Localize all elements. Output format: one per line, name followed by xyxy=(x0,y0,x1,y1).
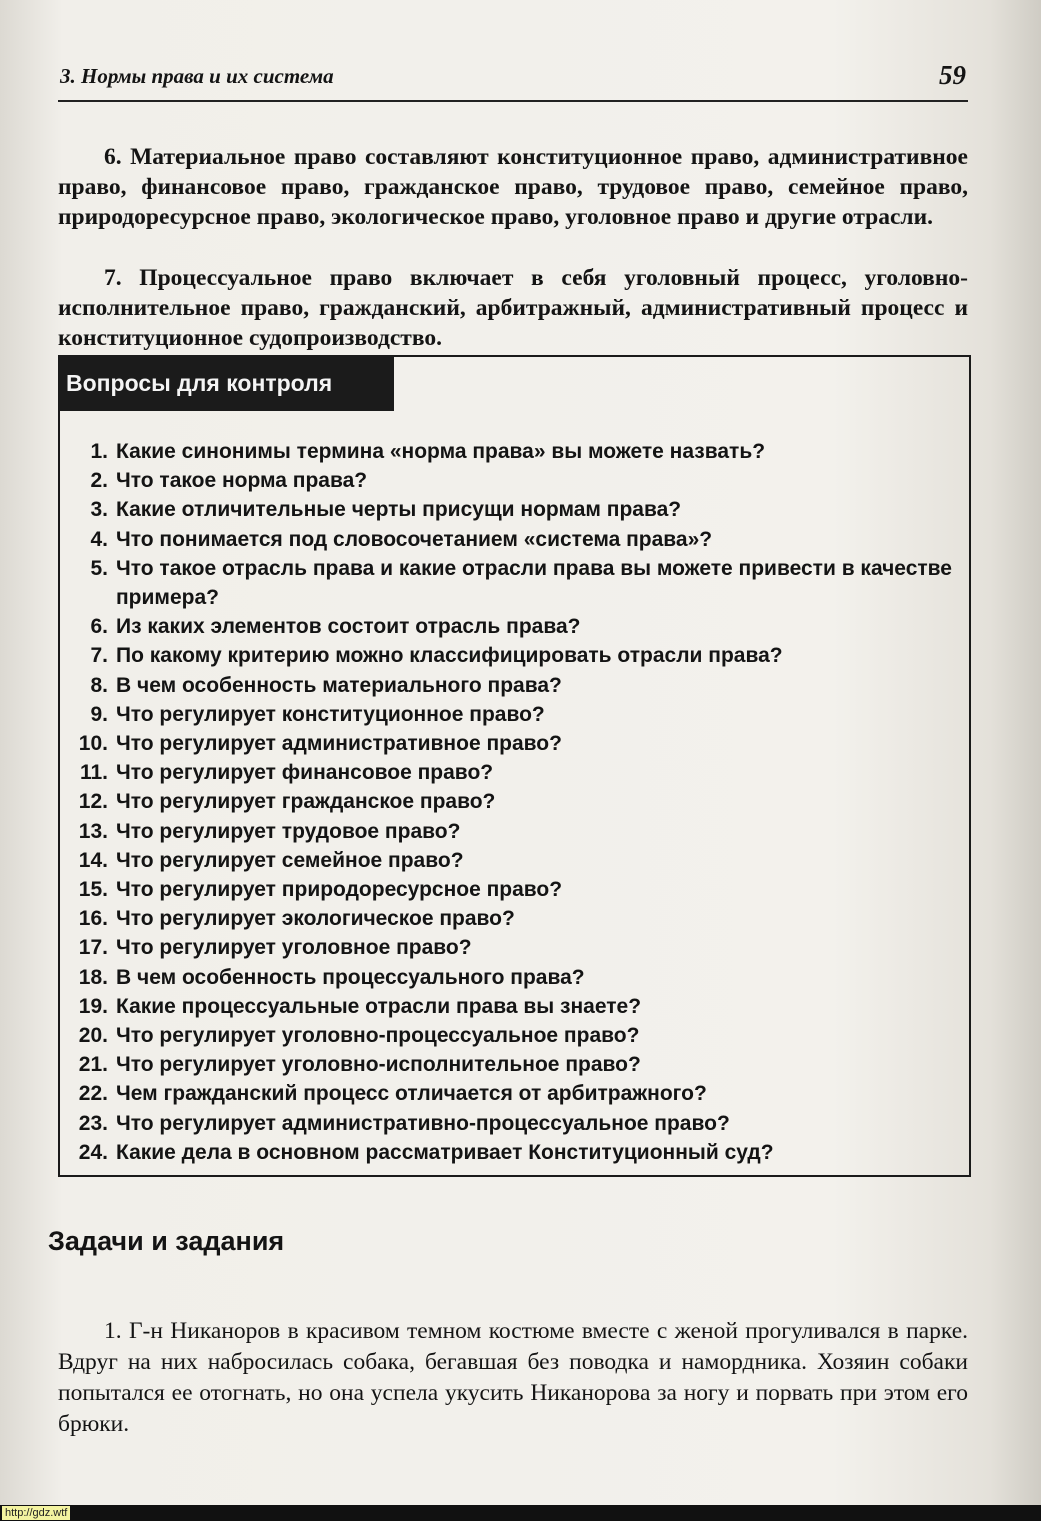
question-text: Что регулирует уголовно-исполнительное право? xyxy=(116,1053,641,1077)
question-text: Что регулирует природоресурсное право? xyxy=(116,878,563,902)
question-number: 20. xyxy=(78,1024,108,1048)
question-number: 1. xyxy=(90,440,108,463)
source-link[interactable]: http://gdz.wtf xyxy=(2,1506,70,1520)
question-text: Какие отличительные черты присущи нормам права? xyxy=(116,498,682,522)
question-text: Что регулирует уголовно-процессуальное право? xyxy=(116,1024,640,1048)
question-number: 5. xyxy=(90,556,108,580)
question-item xyxy=(68,671,963,700)
question-item xyxy=(68,554,963,612)
task-1-text: 1. Г-н Никаноров в красивом темном костюме вместе с женой прогуливался в парке. Вдруг на них набросилась собака, бегавшая без поводка и намордника. Хозяин собаки попытался ее отогнать, но она успела укусить Никанорова за ногу и порвать при этом его брюки. xyxy=(58,1317,968,1437)
question-number: 13. xyxy=(78,819,108,843)
question-item xyxy=(68,1079,963,1108)
question-item xyxy=(68,787,963,816)
question-number: 6. xyxy=(90,615,108,639)
question-item xyxy=(68,700,963,729)
question-item xyxy=(68,729,963,758)
question-number: 2. xyxy=(90,469,108,493)
question-text: Что понимается под словосочетанием «система права»? xyxy=(116,527,713,551)
question-number: 7. xyxy=(90,644,108,668)
question-item xyxy=(68,495,963,524)
question-item xyxy=(68,992,963,1021)
question-number: 18. xyxy=(78,965,108,989)
question-text: Что регулирует конституционное право? xyxy=(116,702,545,726)
question-text: Какие синонимы термина «норма права» вы можете назвать? xyxy=(116,440,766,463)
running-header xyxy=(58,60,968,102)
question-text: Что такое отрасль права и какие отрасли права вы можете привести в качестве примера? xyxy=(116,556,952,610)
question-item xyxy=(68,1050,963,1079)
question-number: 3. xyxy=(90,498,108,522)
question-text: По какому критерию можно классифицировать отрасли права? xyxy=(116,644,783,668)
chapter-title: 3. Нормы права и их система xyxy=(60,64,334,88)
question-number: 22. xyxy=(78,1082,108,1106)
question-text: Что такое норма права? xyxy=(116,469,368,493)
control-questions-title: Вопросы для контроля xyxy=(58,355,394,411)
question-text: Что регулирует административное право? xyxy=(116,732,562,756)
question-item xyxy=(68,846,963,875)
question-number: 4. xyxy=(90,527,108,551)
question-text: Что регулирует экологическое право? xyxy=(116,907,515,931)
question-number: 16. xyxy=(78,907,108,931)
question-text: Что регулирует гражданское право? xyxy=(116,790,496,814)
tasks-heading: Задачи и задания xyxy=(48,1226,285,1256)
question-text: Из каких элементов состоит отрасль права? xyxy=(116,615,581,639)
question-number: 11. xyxy=(79,761,108,785)
paragraph-material-law: 6. Материальное право составляют конституционное право, административное право, финансовое право, гражданское право, трудовое право, семейное право, природоресурсное право, экологическое право, уголовное право и другие отрасли. xyxy=(58,143,968,230)
control-questions-list xyxy=(68,437,963,1167)
question-text: Что регулирует уголовное право? xyxy=(116,936,472,960)
question-number: 9. xyxy=(90,702,108,726)
page-number: 59 xyxy=(939,60,966,90)
question-item xyxy=(68,612,963,641)
question-text: Какие процессуальные отрасли права вы знаете? xyxy=(116,994,642,1018)
question-number: 24. xyxy=(78,1140,108,1164)
footer-bar xyxy=(0,1505,1041,1521)
question-number: 8. xyxy=(90,673,108,697)
question-item xyxy=(68,758,963,787)
question-item xyxy=(68,817,963,846)
question-item xyxy=(68,1109,963,1138)
question-item xyxy=(68,1138,963,1167)
question-text: Что регулирует семейное право? xyxy=(116,848,464,872)
question-number: 21. xyxy=(78,1053,108,1077)
question-number: 17. xyxy=(78,936,108,960)
question-text: Что регулирует трудовое право? xyxy=(116,819,461,843)
question-text: Какие дела в основном рассматривает Конституционный суд? xyxy=(116,1140,774,1164)
question-text: Чем гражданский процесс отличается от арбитражного? xyxy=(116,1082,707,1106)
question-item xyxy=(68,437,963,466)
paragraph-procedural-law: 7. Процессуальное право включает в себя уголовный процесс, уголовно-исполнительное право, гражданский, арбитражный, административный процесс и конституционное судопроизводство. xyxy=(58,264,968,351)
question-item xyxy=(68,1021,963,1050)
question-item xyxy=(68,466,963,495)
question-number: 23. xyxy=(78,1111,108,1135)
question-item xyxy=(68,933,963,962)
question-item xyxy=(68,875,963,904)
question-number: 12. xyxy=(78,790,108,814)
control-questions-box xyxy=(58,355,971,1177)
question-number: 14. xyxy=(78,848,108,872)
question-number: 15. xyxy=(78,878,108,902)
question-item xyxy=(68,904,963,933)
question-item xyxy=(68,963,963,992)
question-item xyxy=(68,641,963,670)
question-text: В чем особенность материального права? xyxy=(116,673,562,697)
question-number: 19. xyxy=(78,994,108,1018)
question-number: 10. xyxy=(78,732,108,756)
question-text: В чем особенность процессуального права? xyxy=(116,965,585,989)
question-text: Что регулирует финансовое право? xyxy=(116,761,494,785)
question-item xyxy=(68,525,963,554)
question-text: Что регулирует административно-процессуальное право? xyxy=(116,1111,730,1135)
